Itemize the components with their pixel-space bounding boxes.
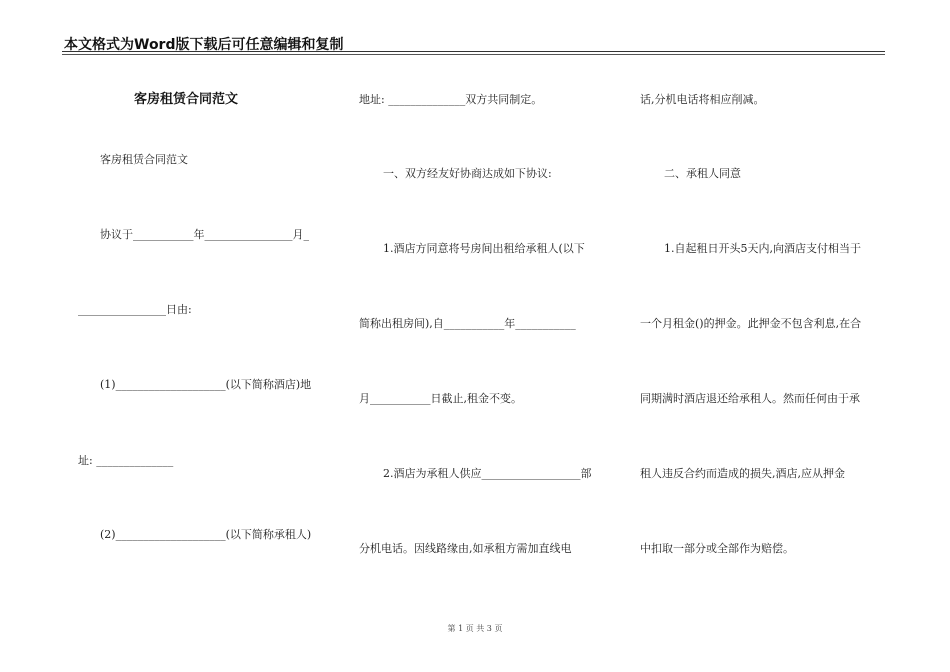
paragraph-line: 分机电话。因线路缘由,如承租方需加直线电 [359, 542, 572, 555]
paragraph-line: (2)____________________(以下简称承租人) [100, 528, 312, 541]
paragraph-line: 客房租赁合同范文 [100, 153, 188, 166]
paragraph-line: 话,分机电话将相应削减。 [640, 93, 765, 106]
paragraph-line: ________________日由: [78, 303, 192, 316]
header-rule-thin [62, 54, 885, 55]
paragraph-line: 同期满时酒店退还给承租人。然而任何由于承 [640, 392, 860, 405]
paragraph-line: 租人违反合约而造成的损失,酒店,应从押金 [640, 467, 845, 480]
paragraph-line: 址: ______________ [78, 454, 174, 467]
page-number: 第 1 页 共 3 页 [447, 624, 503, 633]
header-title: 本文格式为Word版下载后可任意编辑和复制 [64, 37, 344, 53]
paragraph-line: (1)____________________(以下简称酒店)地 [100, 378, 312, 391]
paragraph-line: 1.酒店方同意将号房间出租给承租人(以下 [383, 242, 585, 255]
section-heading: 一、双方经友好协商达成如下协议: [383, 167, 552, 180]
paragraph-line: 1.自起租日开头5天内,向酒店支付相当于 [664, 242, 861, 255]
paragraph-line: 简称出租房间),自___________年___________ [359, 317, 576, 330]
paragraph-line: 地址: ______________双方共同制定。 [359, 93, 543, 106]
section-heading: 二、承租人同意 [664, 167, 741, 180]
paragraph-line: 月___________日截止,租金不变。 [359, 392, 522, 405]
paragraph-line: 2.酒店为承租人供应__________________部 [383, 467, 592, 480]
document-title: 客房租赁合同范文 [134, 92, 239, 107]
header-rule-thick [62, 51, 885, 52]
paragraph-line: 协议于___________年________________月_ [100, 228, 309, 241]
paragraph-line: 一个月租金()的押金。此押金不包含利息,在合 [640, 317, 862, 330]
paragraph-line: 中扣取一部分或全部作为赔偿。 [640, 542, 794, 555]
